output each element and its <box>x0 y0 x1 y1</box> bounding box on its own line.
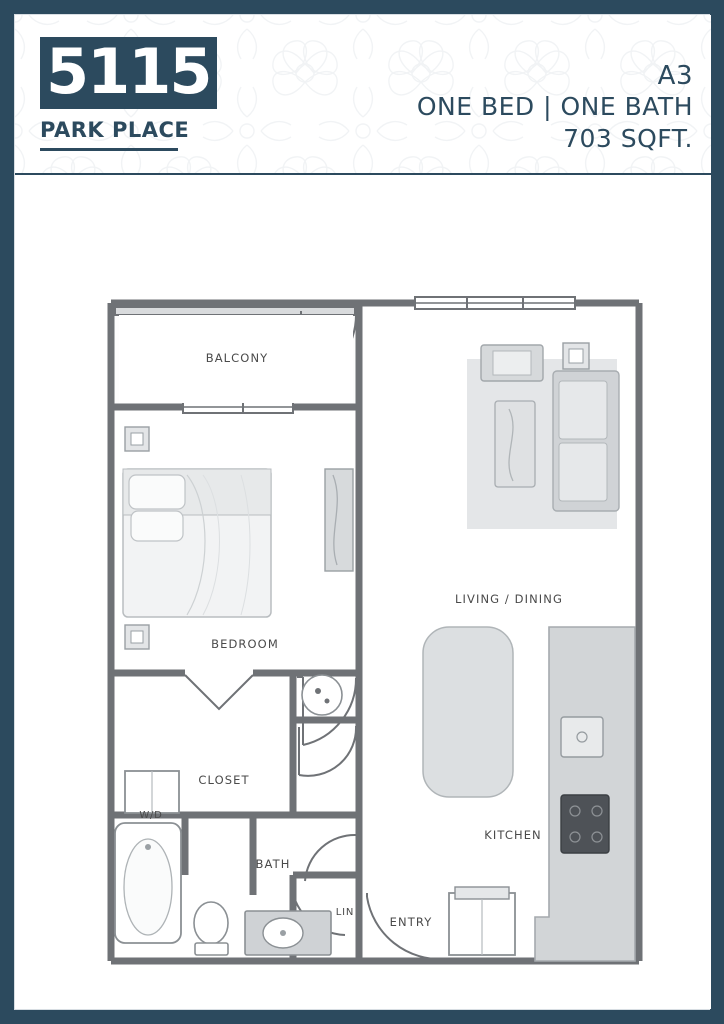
room-label-balcony: BALCONY <box>205 351 269 365</box>
room-label-lin: LIN <box>335 907 355 918</box>
plan-code: A3 <box>657 61 693 91</box>
plan-info <box>417 61 693 155</box>
room-label-kitchen: KITCHEN <box>484 828 542 842</box>
room-label-bath: BATH <box>255 857 291 871</box>
room-label-entry: ENTRY <box>389 915 433 929</box>
room-label-wd: W/D <box>139 810 163 821</box>
brand-logo-name: PARK PLACE <box>40 118 190 142</box>
room-label-living-dining: LIVING / DINING <box>454 592 564 606</box>
header <box>15 15 711 175</box>
floorplan-svg <box>15 175 711 1009</box>
brand-logo-rule <box>40 148 178 151</box>
floorplan-drawing <box>15 175 711 1009</box>
brand-logo <box>40 35 211 151</box>
brand-logo-number: 5115 <box>40 37 217 109</box>
plan-area: 703 SQFT. <box>563 124 693 153</box>
floorplan-card <box>14 14 710 1010</box>
plan-beds-baths: ONE BED | ONE BATH <box>416 92 693 121</box>
room-label-bedroom: BEDROOM <box>211 637 279 651</box>
room-label-closet: CLOSET <box>198 773 250 787</box>
